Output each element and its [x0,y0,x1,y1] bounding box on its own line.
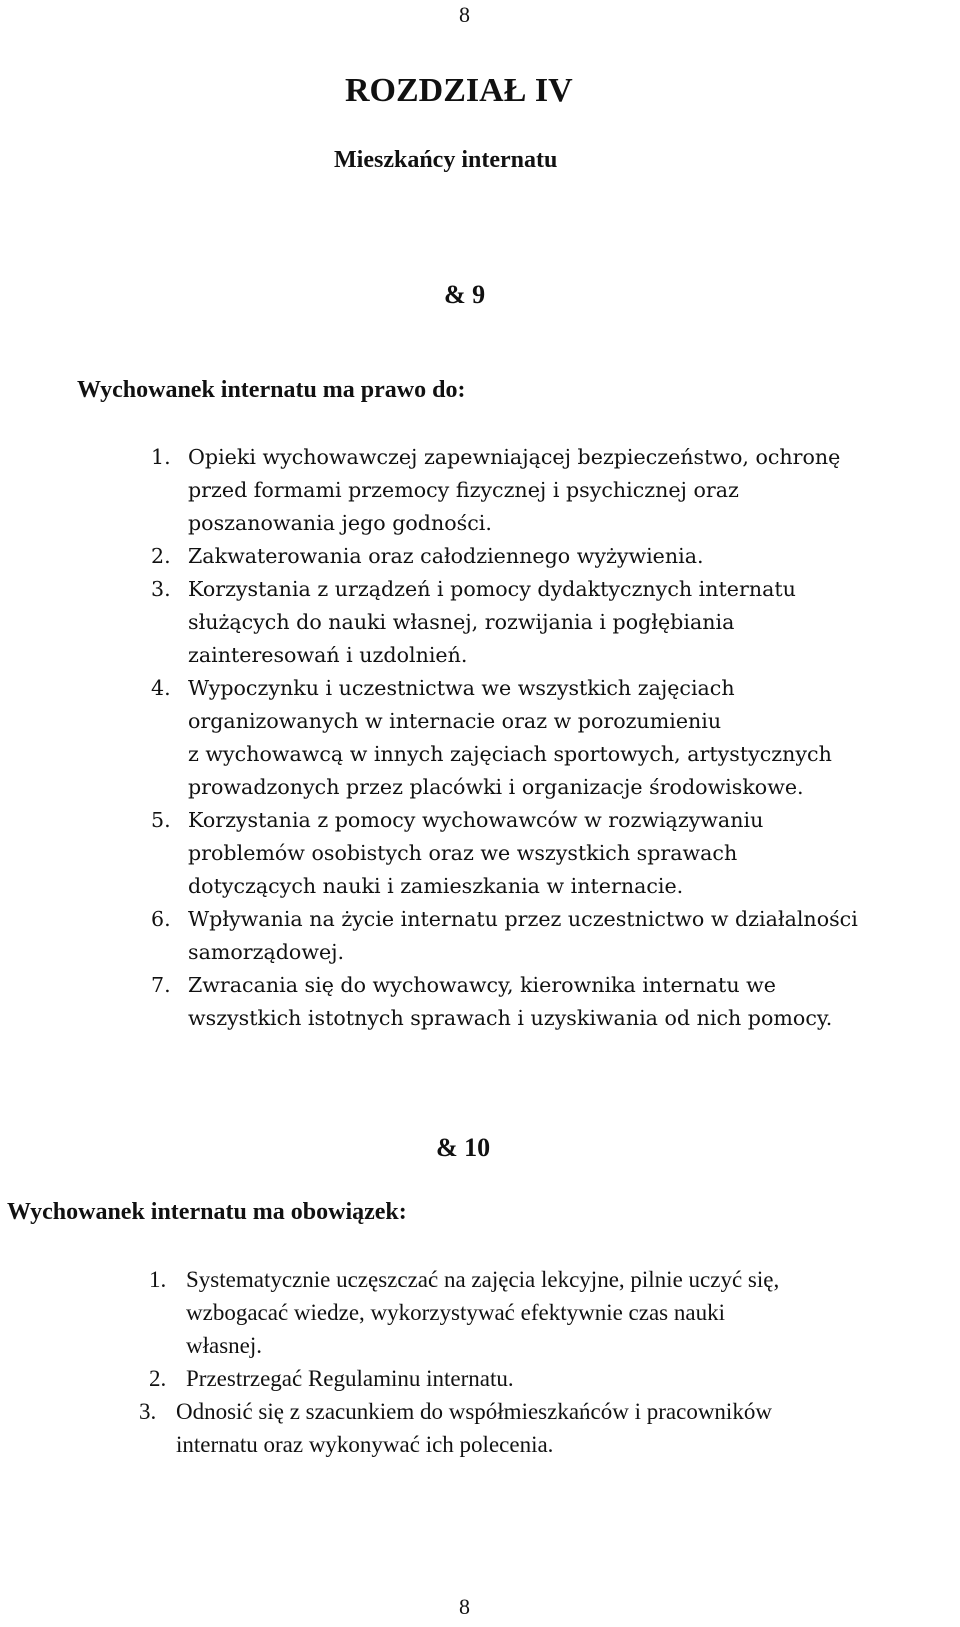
list-item-number: 7. [151,973,171,997]
list-item [151,540,858,573]
list-item [151,969,858,1035]
section-10-heading: Wychowanek internatu ma obowiązek: [7,1199,407,1225]
list-item-text: Systematycznie uczęszczać na zajęcia lekcyjne, pilnie uczyć się, wzbogacać wiedze, wykorzystywać efektywnie czas nauki własnej. [186,1267,780,1358]
list-item-number: 6. [151,907,171,931]
list-item-text: Wypoczynku i uczestnictwa we wszystkich zajęciach organizowanych w internacie oraz w porozumieniu z wychowawcą w innych zajęciach sportowych, artystycznych prowadzonych przez placówki i organizacje środowiskowe. [188,676,832,799]
list-item-text: Zwracania się do wychowawcy, kierownika internatu we wszystkich istotnych sprawach i uzyskiwania od nich pomocy. [188,973,833,1030]
list-item-text: Przestrzegać Regulaminu internatu. [186,1366,514,1391]
list-item [151,804,858,903]
list-item [149,1263,782,1362]
chapter-subtitle: Mieszkańcy internatu [334,147,558,173]
list-item-number: 2. [149,1366,167,1391]
list-item-number: 3. [151,577,171,601]
list-item-number: 5. [151,808,171,832]
list-item [151,573,858,672]
list-item-number: 1. [151,445,171,469]
list-item [151,903,858,969]
page-number-bottom: 8 [459,1594,470,1619]
chapter-title: ROZDZIAŁ IV [345,72,573,109]
list-item-text: Korzystania z urządzeń i pomocy dydaktycznych internatu służących do nauki własnej, rozwijania i pogłębiania zainteresowań i uzdolnień. [188,577,796,667]
list-item-number: 4. [151,676,171,700]
page-number-top: 8 [459,2,470,27]
section-9-heading: Wychowanek internatu ma prawo do: [77,377,466,403]
list-item [149,1362,782,1395]
rights-list [151,441,858,1035]
list-item-text: Odnosić się z szacunkiem do współmieszkańców i pracowników internatu oraz wykonywać ich polecenia. [176,1399,772,1457]
list-item [139,1395,772,1461]
list-item-number: 3. [139,1399,157,1424]
list-item-text: Wpływania na życie internatu przez uczestnictwo w działalności samorządowej. [188,907,858,964]
list-item-text: Zakwaterowania oraz całodziennego wyżywienia. [188,544,704,568]
list-item [151,672,858,804]
list-item-text: Opieki wychowawczej zapewniającej bezpieczeństwo, ochronę przed formami przemocy fizycznej i psychicznej oraz poszanowania jego godności. [188,445,841,535]
list-item-number: 2. [151,544,171,568]
list-item-number: 1. [149,1267,167,1292]
section-9-label: & 9 [444,280,486,309]
list-item-text: Korzystania z pomocy wychowawców w rozwiązywaniu problemów osobistych oraz we wszystkich sprawach dotyczących nauki i zamieszkania w internacie. [188,808,764,898]
section-10-label: & 10 [436,1133,491,1162]
list-item [151,441,858,540]
duties-list [139,1263,782,1461]
